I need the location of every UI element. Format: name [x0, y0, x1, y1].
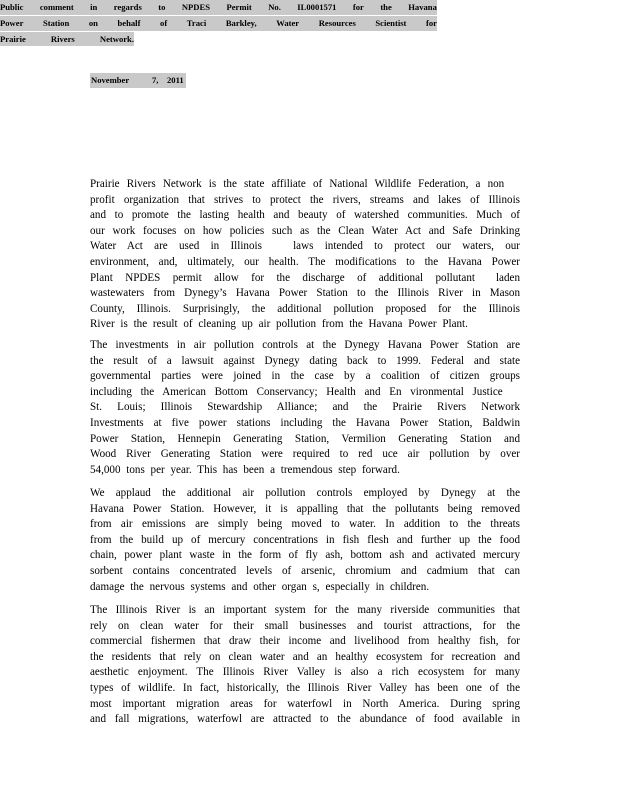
text-line: and to promote the lasting health and beauty of watershed communities. Much of — [90, 209, 520, 222]
subject-word: on — [88, 18, 98, 28]
subject-word: No. — [268, 2, 281, 12]
subject-word: regards — [113, 2, 142, 12]
subject-word: comment — [39, 2, 74, 12]
subject-word: Prairie — [0, 33, 26, 44]
text-line: Havana Power Station. However, it is appalling that the pollutants being removed — [90, 502, 520, 515]
subject-line-1 — [0, 0, 437, 15]
text-line: profit organization that strives to protect the rivers, streams and lakes of Illinois — [90, 193, 520, 206]
text-line: most important migration areas for waterfowl in North America. During spring — [90, 697, 520, 710]
text-line: damage the nervous systems and other organ s, especially in children. — [90, 580, 430, 593]
text-line: St. Louis; Illinois Stewardship Alliance; and the Prairie Rivers Network — [90, 401, 520, 414]
subject-word: for — [426, 18, 437, 28]
text-line: environment, and, ultimately, our health. The modifications to the Havana Power — [90, 255, 520, 268]
subject-word: Havana — [408, 2, 437, 12]
text-line: Power Station, Hennepin Generating Station, Vermilion Generating Station and — [90, 432, 520, 445]
subject-word: Permit — [226, 2, 252, 12]
text-line: 54,000 tons per year. This has been a tremendous step forward. — [90, 463, 400, 476]
text-line: from the build up of mercury concentrations in fish flesh and further up the food — [90, 533, 520, 546]
subject-word: Traci — [186, 18, 207, 28]
text-line: and fall migrations, waterfowl are attracted to the abundance of food available in — [90, 713, 520, 726]
subject-word: Station — [42, 18, 70, 28]
subject-header — [0, 0, 437, 44]
text-line: sorbent contains concentrated levels of arsenic, chromium and cadmium that can — [90, 564, 520, 577]
text-line: types of wildlife. In fact, historically, the Illinois River Valley has been one of the — [90, 681, 520, 694]
text-line: wastewaters from Dynegy’s Havana Power Station to the Illinois River in Mason — [90, 287, 520, 300]
date-month: November — [91, 75, 130, 85]
subject-word: behalf — [117, 18, 141, 28]
text-line: aesthetic enjoyment. The Illinois River Valley is also a rich ecosystem for many — [90, 666, 520, 679]
paragraph-prairie-rivers-network — [90, 177, 520, 333]
subject-word: Scientist — [375, 18, 407, 28]
text-line: Investments at five power stations including the Havana Power Station, Baldwin — [90, 416, 520, 429]
subject-word: Water — [276, 18, 300, 28]
subject-word: for — [352, 2, 364, 12]
subject-word: NPDES — [181, 2, 211, 12]
paragraph-investments — [90, 338, 520, 478]
date-header — [90, 73, 186, 88]
text-line: Wood River Generating Station were required to red uce air pollution by over — [90, 448, 520, 461]
text-line: from air emissions are simply being moved to water. In addition to the threats — [90, 518, 520, 531]
text-line: Water Act are used in Illinois laws intended to protect our waters, our — [90, 240, 520, 253]
subject-word: the — [380, 2, 392, 12]
subject-word: Barkley, — [225, 18, 257, 28]
text-line: The Illinois River is an important system for the many riverside communities that — [90, 604, 520, 616]
subject-line-3 — [0, 32, 134, 46]
subject-word: Resources — [318, 18, 356, 28]
text-line: We applaud the additional air pollution controls employed by Dynegy at the — [90, 487, 520, 499]
paragraph-illinois-river — [90, 603, 520, 728]
text-line: governmental parties were joined in the case by a coalition of citizen groups — [90, 370, 520, 383]
text-line: the residents that rely on clean water and an healthy ecosystem for recreation and — [90, 650, 520, 663]
text-line: Plant NPDES permit allow for the discharge of additional pollutant laden — [90, 271, 520, 284]
text-line: River is the result of cleaning up air pollution from the Havana Power Plant. — [90, 318, 468, 331]
text-line: rely on clean water for their small businesses and tourist attractions, for the — [90, 619, 520, 632]
text-line: the result of a lawsuit against Dynegy dating back to 1999. Federal and state — [90, 354, 520, 367]
paragraph-air-pollution-controls — [90, 486, 520, 595]
text-line: Prairie Rivers Network is the state affiliate of National Wildlife Federation, a non — [90, 178, 520, 190]
subject-word: IL0001571 — [297, 2, 337, 12]
text-line: including the American Bottom Conservancy; Health and En vironmental Justice — [90, 385, 520, 398]
text-line: County, Illinois. Surprisingly, the additional pollution proposed for the Illinois — [90, 302, 520, 315]
text-line: chain, power plant waste in the form of fly ash, bottom ash and activated mercury — [90, 549, 520, 562]
subject-line-2 — [0, 16, 437, 31]
date-year: 2011 — [167, 75, 184, 85]
text-line: The investments in air pollution controls at the Dynegy Havana Power Station are — [90, 339, 520, 351]
subject-word: of — [160, 18, 168, 28]
subject-word: Power — [0, 18, 24, 28]
subject-word: Network. — [99, 33, 134, 44]
subject-word: Rivers — [50, 33, 75, 44]
subject-word: Public — [0, 2, 24, 12]
text-line: commercial fishermen that draw their income and livelihood from healthy fish, for — [90, 635, 520, 648]
subject-word: in — [90, 2, 98, 12]
text-line: our work focuses on how policies such as the Clean Water Act and Safe Drinking — [90, 224, 520, 237]
date-day: 7, — [152, 75, 159, 85]
subject-word: to — [158, 2, 166, 12]
